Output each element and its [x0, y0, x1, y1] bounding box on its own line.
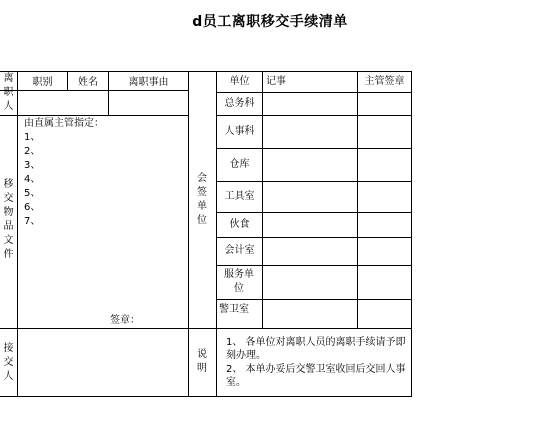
list-item: 6、 — [24, 202, 41, 213]
unit-general-affairs: 总务科 — [224, 98, 255, 109]
notes-label: 说明 — [197, 349, 207, 374]
notes-header: 记事 — [266, 76, 286, 87]
page-title: d员工离职移交手续清单 — [192, 14, 348, 30]
handover-items-label: 移交物品文件 — [3, 179, 14, 260]
unit-personnel: 人事科 — [224, 126, 255, 137]
name-header: 姓名 — [78, 77, 98, 88]
list-item: 7、 — [24, 216, 41, 227]
list-item: 3、 — [24, 160, 41, 171]
unit-accounting: 会计室 — [224, 245, 255, 256]
unit-warehouse: 仓库 — [229, 159, 250, 170]
unit-tool-room: 工具室 — [224, 191, 255, 202]
list-item: 1、 — [24, 132, 41, 143]
seal-label: 签章： — [110, 315, 140, 326]
unit-header: 单位 — [229, 76, 250, 87]
list-item: 5、 — [24, 188, 41, 199]
reason-header: 离职事由 — [128, 77, 169, 88]
unit-catering: 伙食 — [229, 219, 250, 230]
supervisor-instruction: 由直属主管指定： — [24, 118, 104, 129]
instruction-2: 2、 本单办妥后交警卫室收回后交回人事室。 — [226, 364, 406, 388]
receiver-label: 接交人 — [3, 343, 14, 382]
supervisor-seal-header: 主管签章 — [364, 76, 405, 87]
list-item: 4、 — [24, 174, 41, 185]
unit-security: 警卫室 — [219, 304, 249, 315]
resigned-person-label: 离职人 — [3, 73, 14, 112]
signing-units-label: 会签单位 — [197, 173, 207, 226]
list-item: 2、 — [24, 146, 41, 157]
instruction-1: 1、 各单位对离职人员的离职手续请予即刻办理。 — [226, 337, 406, 361]
position-header: 职别 — [32, 77, 53, 88]
unit-service: 服务单位 — [224, 269, 254, 294]
